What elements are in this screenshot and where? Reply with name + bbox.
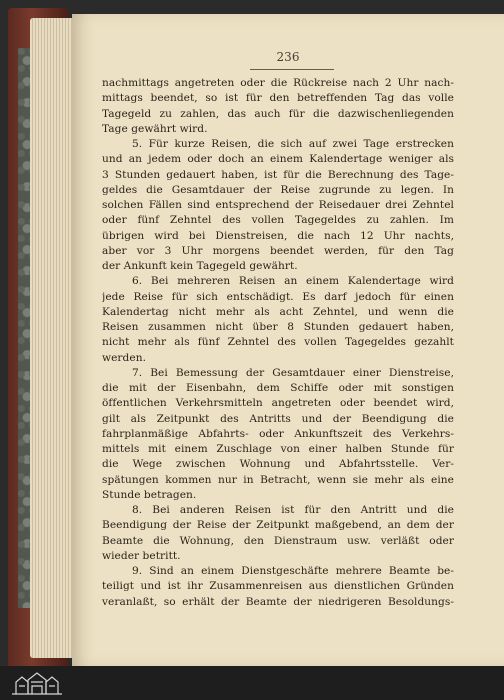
text-line: übrigen wird bei Dienstreisen, die nach 12 Uhr nachts, <box>102 229 454 242</box>
text-line: und an jedem oder doch an einem Kalendertage weniger als <box>102 153 454 166</box>
text-line: nicht mehr als fünf Zehntel des vollen Tagegeldes gezahlt <box>102 336 454 349</box>
text-line: Beamte die Wohnung, den Dienstraum usw. verläßt oder <box>102 534 454 547</box>
text-line: die Wege zwischen Wohnung und Abfahrtsstelle. Ver- <box>102 458 454 471</box>
body-text <box>102 76 454 610</box>
text-line: Kalendertag nicht mehr als acht Zehntel, und wenn die <box>102 305 454 318</box>
text-line: werden. <box>102 351 146 364</box>
library-building-icon <box>8 670 66 696</box>
text-line: jede Reise für sich entschädigt. Es darf jedoch für einen <box>102 290 454 303</box>
text-line: 3 Stunden gedauert haben, ist für die Berechnung des Tage- <box>102 168 454 181</box>
text-line: mittags beendet, so ist für den betreffenden Tag das volle <box>102 92 454 105</box>
text-line: 9. Sind an einem Dienstgeschäfte mehrere Beamte be- <box>132 565 454 577</box>
text-line: Tagegeld zu zahlen, das auch für die dazwischenliegenden <box>102 107 454 120</box>
text-line: 5. Für kurze Reisen, die sich auf zwei Tage erstrecken <box>132 138 454 150</box>
text-line: oder fünf Zehntel des vollen Tagegeldes zu zahlen. Im <box>102 214 454 227</box>
text-line: die mit der Eisenbahn, dem Schiffe oder mit sonstigen <box>102 382 454 394</box>
text-line: Tage gewährt wird. <box>102 122 208 135</box>
text-line: spätungen kommen nur in Betracht, wenn sie mehr als eine <box>102 473 454 486</box>
text-line: mittels mit einem Zuschlage von einer halben Stunde für <box>102 443 454 455</box>
text-line: wieder betritt. <box>102 549 181 562</box>
text-line: öffentlichen Verkehrsmitteln angetreten oder beendet wird, <box>102 397 454 410</box>
text-line: veranlaßt, so erhält der Beamte der niedrigeren Besoldungs- <box>102 595 454 608</box>
footer-bar <box>0 666 504 700</box>
text-line: der Ankunft kein Tagegeld gewährt. <box>102 260 298 272</box>
text-line: aber vor 3 Uhr morgens beendet werden, für den Tag <box>102 244 454 257</box>
header-rule <box>250 69 334 70</box>
text-line: geldes die Gesamtdauer der Reise zugrunde zu legen. In <box>102 183 454 196</box>
text-line: Stunde betragen. <box>102 488 197 501</box>
text-line: 8. Bei anderen Reisen ist für den Antritt und die <box>132 504 454 516</box>
text-line: teiligt und ist ihr Zusammenreisen aus dienstlichen Gründen <box>102 580 454 593</box>
text-line: Beendigung der Reise der Zeitpunkt maßgebend, an dem der <box>102 519 454 532</box>
page-number: 236 <box>276 50 300 64</box>
text-line: gilt als Zeitpunkt des Antritts und der Beendigung die <box>102 412 454 425</box>
text-line: nachmittags angetreten oder die Rückreise nach 2 Uhr nach- <box>102 77 454 89</box>
text-line: Reisen zusammen nicht über 8 Stunden gedauert haben, <box>102 321 454 333</box>
text-line: solchen Fällen sind entsprechend der Reisedauer drei Zehntel <box>102 199 454 211</box>
text-line: 6. Bei mehreren Reisen an einem Kalendertage wird <box>132 275 454 288</box>
text-line: fahrplanmäßige Abfahrts- oder Ankunftszeit des Verkehrs- <box>102 427 454 440</box>
text-line: 7. Bei Bemessung der Gesamtdauer einer Dienstreise, <box>132 366 454 379</box>
